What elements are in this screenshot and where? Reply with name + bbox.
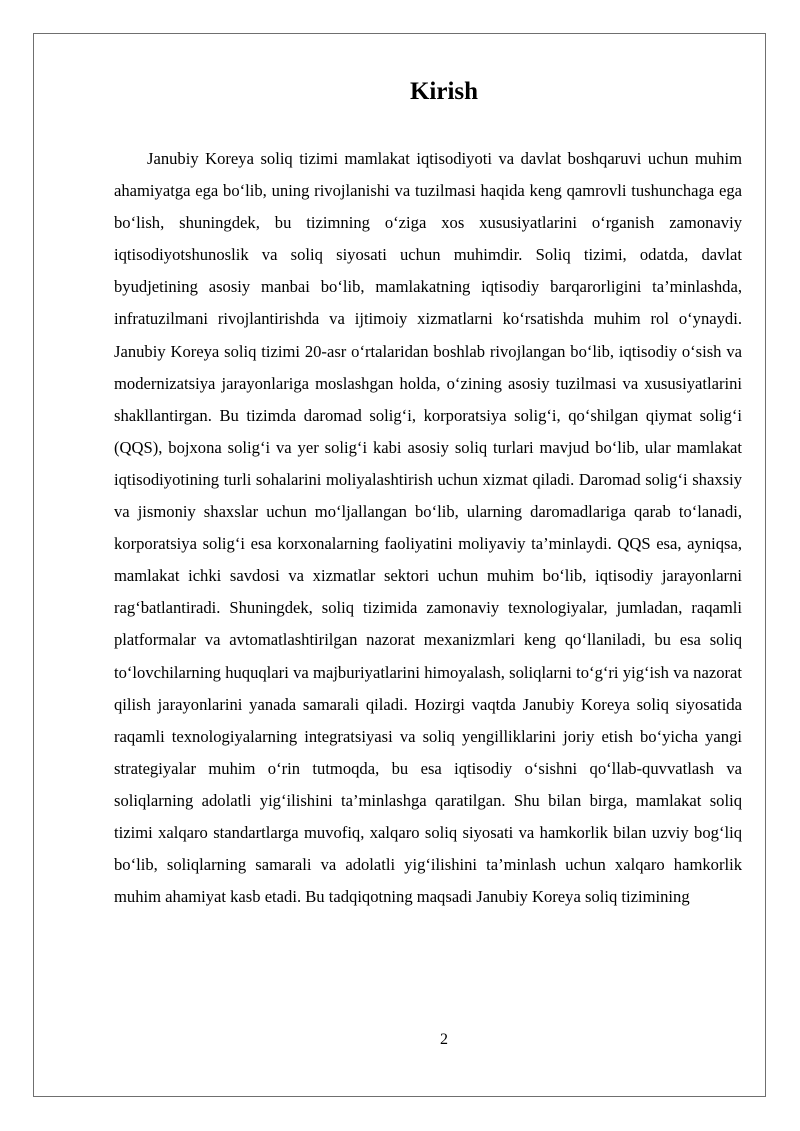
page-number: 2 <box>440 1031 448 1048</box>
page-title: Kirish <box>409 78 479 105</box>
body-paragraph: Janubiy Koreya soliq tizimi mamlakat iqtisodiyoti va davlat boshqaruvi uchun muhim ahamiyatga ega bo‘lib, uning rivojlanishi va tuzilmasi haqida keng qamrovli tushunchaga ega bo‘lish, shuningdek, bu tizimning o‘ziga xos xususiyatlarini o‘rganish zamonaviy iqtisodiyotshunoslik va soliq siyosati uchun muhimdir. Soliq tizimi, odatda, davlat byudjetining asosiy manbai bo‘lib, mamlakatning iqtisodiy barqarorligini ta’minlashda, infratuzilmani rivojlantirishda va ijtimoiy xizmatlarni ko‘rsatishda muhim rol o‘ynaydi. Janubiy Koreya soliq tizimi 20-asr o‘rtalaridan boshlab rivojlangan bo‘lib, iqtisodiy o‘sish va modernizatsiya jarayonlariga moslashgan holda, o‘zining asosiy tuzilmasi va xususiyatlarini shakllantirgan. Bu tizimda daromad solig‘i, korporatsiya solig‘i, qo‘shilgan qiymat solig‘i (QQS), bojxona solig‘i va yer solig‘i kabi asosiy soliq turlari mavjud bo‘lib, ular mamlakat iqtisodiyotining turli sohalarini moliyalashtirish uchun xizmat qiladi. Daromad solig‘i shaxsiy va jismoniy shaxslar uchun mo‘ljallangan bo‘lib, ularning daromadlariga qarab to‘lanadi, korporatsiya solig‘i esa korxonalarning faoliyatini moliyaviy ta’minlaydi. QQS esa, ayniqsa, mamlakat ichki savdosi va xizmatlar sektori uchun muhim bo‘lib, iqtisodiy jarayonlarni rag‘batlantiradi. Shuningdek, soliq tizimida zamonaviy texnologiyalar, jumladan, raqamli platformalar va avtomatlashtirilgan nazorat mexanizmlari keng qo‘llaniladi, bu esa soliq to‘lovchilarning huquqlari va majburiyatlarini himoyalash, soliqlarni to‘g‘ri yig‘ish va nazorat qilish jarayonlarini yanada samarali qiladi. Hozirgi vaqtda Janubiy Koreya soliq siyosatida raqamli texnologiyalarning integratsiyasi va soliq yengilliklarini joriy etish bo‘yicha yangi strategiyalar muhim o‘rin tutmoqda, bu esa iqtisodiy o‘sishni qo‘llab-quvvatlash va soliqlarning adolatli yig‘ilishini ta’minlashga qaratilgan. Shu bilan birga, mamlakat soliq tizimi xalqaro standartlarga muvofiq, xalqaro soliq siyosati va hamkorlik bilan uzviy bog‘liq bo‘lib, soliqlarning samarali va adolatli yig‘ilishini ta’minlash uchun xalqaro hamkorlik muhim ahamiyat kasb etadi. Bu tadqiqotning maqsadi Janubiy Koreya soliq tizimining <box>114 149 742 907</box>
